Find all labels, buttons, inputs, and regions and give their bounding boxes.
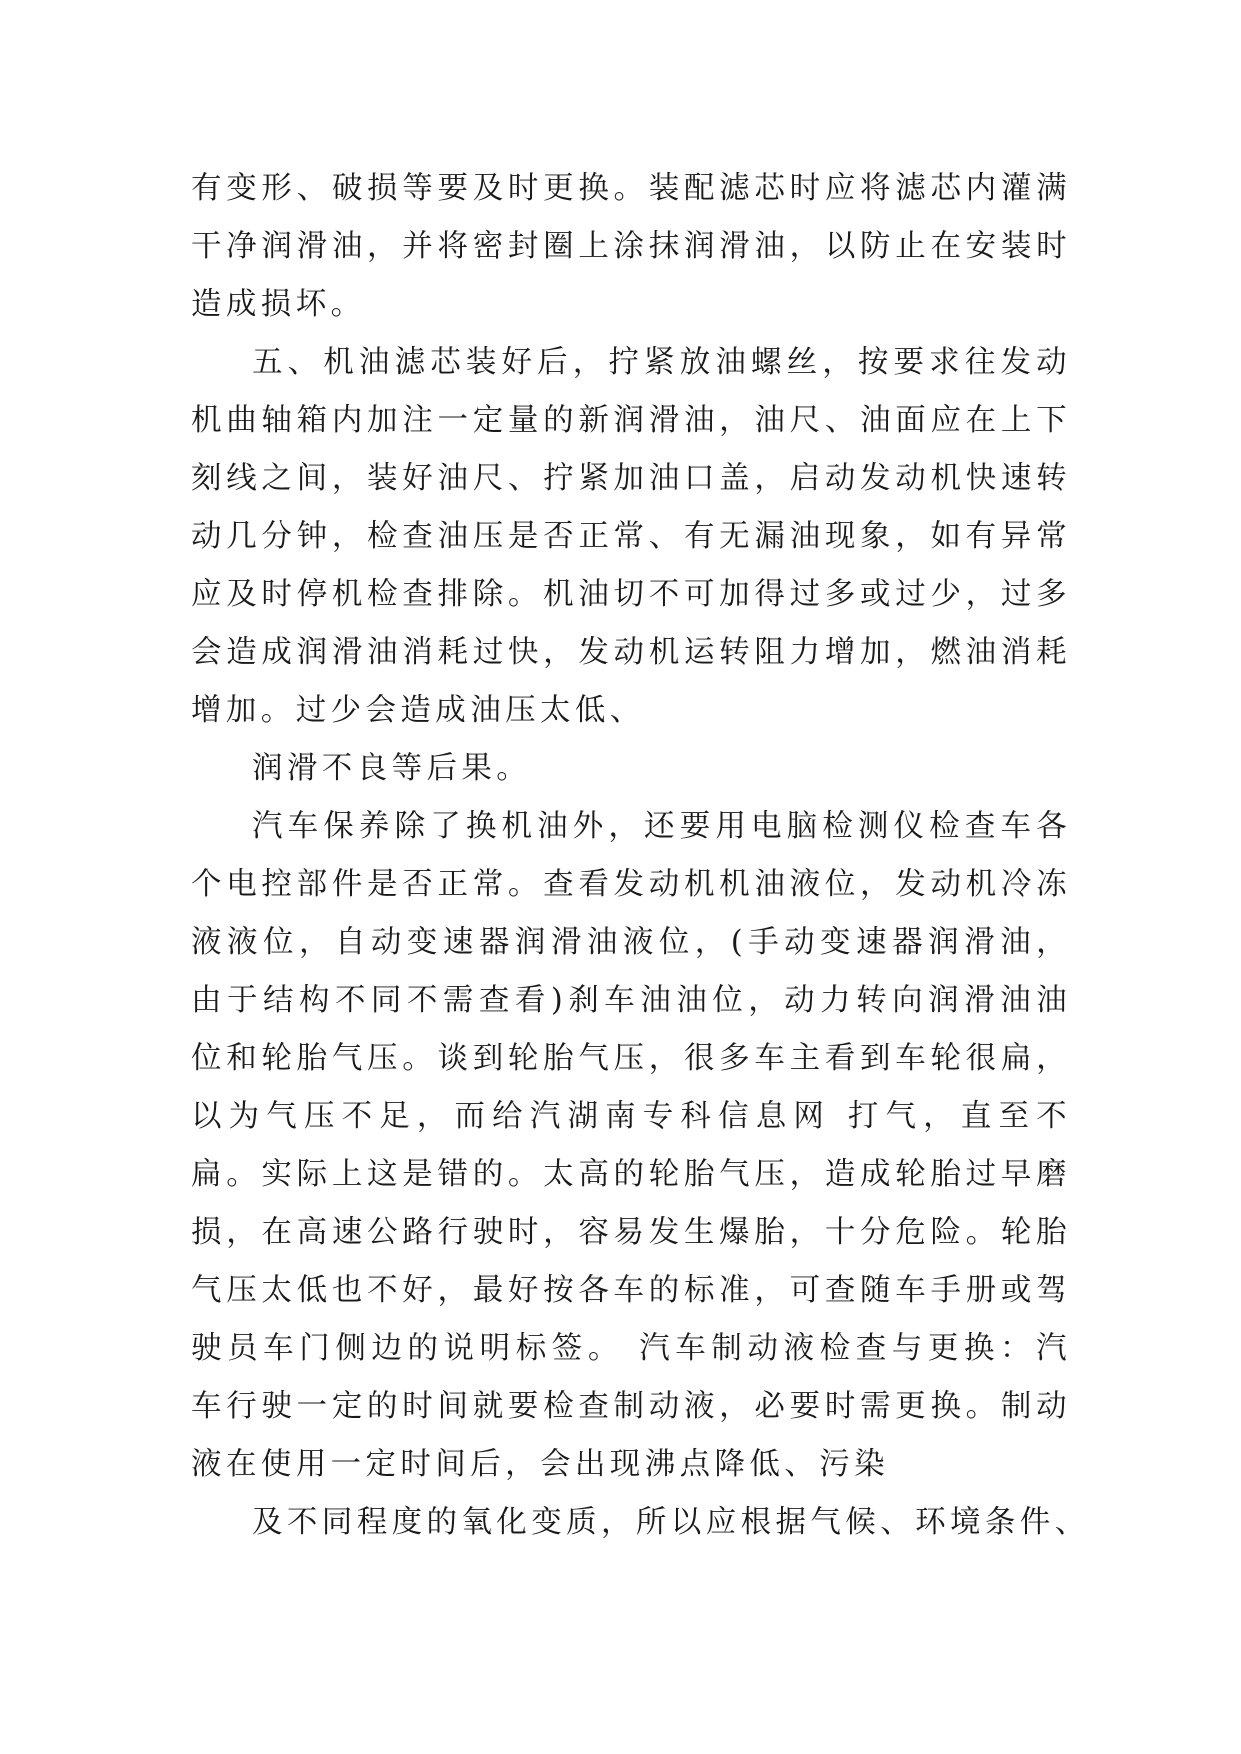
paragraph: 润滑不良等后果。 [252, 751, 532, 786]
paragraph: 汽车保养除了换机油外，还要用电脑检测仪检查车各个电控部件是否正常。查看发动机机油液位，发动机冷冻液液位，自动变速器润滑油液位，(手动变速器润滑油，由于结构不同不需查看)刹车油油位，动力转向润滑油油位和轮胎气压。谈到轮胎气压，很多车主看到车轮很扁，以为气压不足，而给汽湖南专科信息网 打气，直至不扁。实际上这是错的。太高的轮胎气压，造成轮胎过早磨损，在高速公路行驶时，容易发生爆胎，十分危险。轮胎气压太低也不好，最好按各车的标准，可查随车手册或驾驶员车门侧边的说明标签。 汽车制动液检查与更换：汽车行驶一定的时间就要检查制动液，必要时需更换。制动液在使用一定时间后，会出现沸点降低、污染 [191, 809, 1071, 1482]
paragraph: 有变形、破损等要及时更换。装配滤芯时应将滤芯内灌满干净润滑油，并将密封圈上涂抹润滑油，以防止在安装时造成损坏。 [191, 171, 1071, 322]
paragraph: 五、机油滤芯装好后，拧紧放油螺丝，按要求往发动机曲轴箱内加注一定量的新润滑油，油尺、油面应在上下刻线之间，装好油尺、拧紧加油口盖，启动发动机快速转动几分钟，检查油压是否正常、有无漏油现象，如有异常应及时停机检查排除。机油切不可加得过多或过少，过多会造成润滑油消耗过快，发动机运转阻力增加，燃油消耗增加。过少会造成油压太低、 [191, 345, 1071, 728]
document-body [191, 160, 1090, 1552]
paragraph: 及不同程度的氧化变质，所以应根据气候、环境条件、 [252, 1505, 1090, 1540]
